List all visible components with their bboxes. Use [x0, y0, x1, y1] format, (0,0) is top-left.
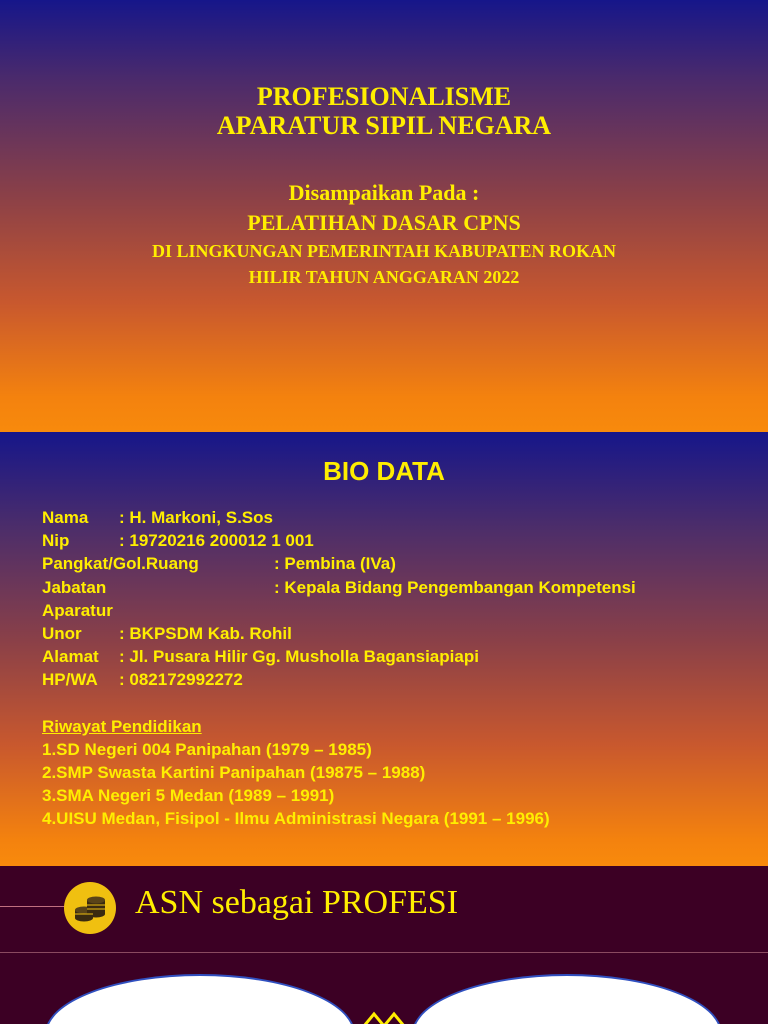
unor-value: : BKPSDM Kab. Rohil [119, 623, 292, 643]
bio-data-list [42, 506, 742, 831]
hp-label: HP/WA [42, 670, 98, 690]
education-item [42, 761, 742, 784]
alamat-label: Alamat [42, 647, 99, 667]
title-line-1: PROFESIONALISME [256, 82, 512, 111]
nama-label: Nama [42, 508, 89, 527]
education-item [42, 807, 742, 830]
spacer [42, 692, 742, 715]
decorative-line [0, 906, 68, 907]
bio-row-alamat [42, 645, 742, 668]
jabatan-label: Jabatan [42, 577, 107, 597]
bio-row-edu-heading [42, 715, 742, 738]
double-arrow-icon [362, 1008, 406, 1024]
education-item-text: 3.SMA Negeri 5 Medan (1989 – 1991) [42, 786, 335, 806]
bio-row-jabatan [42, 576, 742, 599]
nip-label: Nip [42, 531, 70, 551]
education-item-text: 1.SD Negeri 004 Panipahan (1979 – 1985) [42, 739, 372, 759]
bio-data-slide [0, 432, 768, 866]
education-item [42, 784, 742, 807]
hp-value: : 082172992272 [119, 670, 243, 690]
alamat-value: : Jl. Pusara Hilir Gg. Musholla Bagansiapiapi [119, 647, 479, 667]
jabatan-value: : Kepala Bidang Pengembangan Kompetensi [274, 577, 636, 597]
bio-row-hp [42, 668, 742, 691]
presentation-title [0, 82, 768, 140]
detail-line-2: HILIR TAHUN ANGGARAN 2022 [248, 267, 520, 287]
education-item-text: 2.SMP Swasta Kartini Panipahan (19875 – 1988) [42, 763, 426, 783]
bio-row-nip [42, 529, 742, 552]
nama-value: : H. Markoni, S.Sos [119, 508, 273, 527]
education-item-text: 4.UISU Medan, Fisipol - Ilmu Administrasi Negara (1991 – 1996) [42, 809, 550, 829]
left-oval-shape [45, 974, 355, 1024]
bio-data-title: BIO DATA [323, 456, 445, 486]
profession-title: ASN sebagai PROFESI [135, 884, 459, 921]
coins-icon [64, 882, 116, 934]
pangkat-value: : Pembina (IVa) [274, 554, 396, 574]
bio-row-unor [42, 622, 742, 645]
bio-row-pangkat [42, 552, 742, 575]
bio-row-jabatan-cont [42, 599, 742, 622]
profession-slide [0, 866, 768, 1024]
subtitle-line-2: PELATIHAN DASAR CPNS [247, 210, 521, 235]
education-item [42, 738, 742, 761]
right-oval-shape [412, 974, 722, 1024]
unor-label: Unor [42, 623, 82, 643]
bio-row-nama [42, 506, 742, 529]
presentation-subtitle [0, 178, 768, 238]
jabatan-value-continued: Aparatur [42, 600, 113, 620]
title-line-2: APARATUR SIPIL NEGARA [216, 111, 552, 140]
education-heading: Riwayat Pendidikan [42, 716, 202, 736]
subtitle-line-1: Disampaikan Pada : [288, 180, 480, 205]
presentation-detail [0, 238, 768, 290]
title-slide [0, 0, 768, 432]
pangkat-label: Pangkat/Gol.Ruang [42, 554, 199, 574]
divider [0, 952, 768, 953]
nip-value: : 19720216 200012 1 001 [119, 531, 314, 551]
detail-line-1: DI LINGKUNGAN PEMERINTAH KABUPATEN ROKAN [151, 241, 617, 261]
